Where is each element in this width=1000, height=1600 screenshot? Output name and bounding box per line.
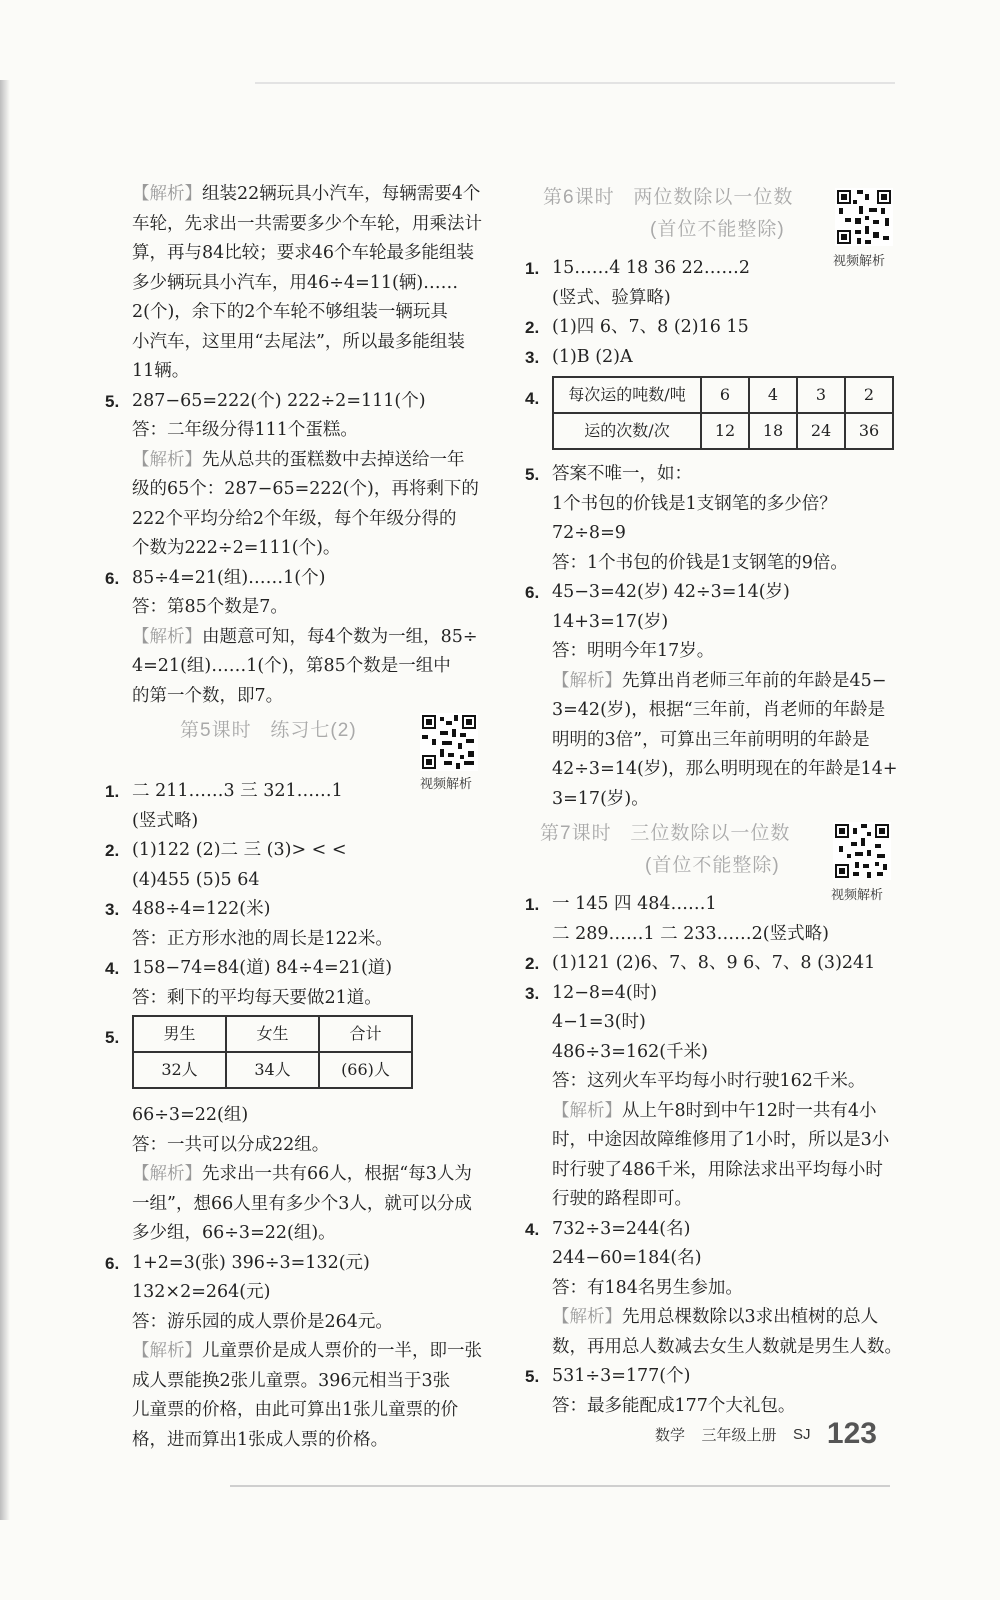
answer-line: 14+3=17(岁) <box>552 611 669 632</box>
analysis-line: 【解析】先算出肖老师三年前的年龄是45− <box>552 670 887 691</box>
answer-table-block <box>525 376 900 460</box>
analysis-line: 行驶的路程即可。 <box>552 1189 692 1209</box>
analysis-line: 的第一个数，即7。 <box>132 685 284 706</box>
question-number: 4. <box>525 389 540 408</box>
answer-line: 2. (1)121 (2)6、7、8、9 6、7、8 (3)241 <box>525 949 900 979</box>
table-cell: 32人 <box>133 1052 226 1088</box>
analysis-line: 小汽车，这里用“去尾法”，所以最多能组装 <box>132 331 465 352</box>
footer-grade: 三年级上册 <box>701 1426 777 1444</box>
students-table <box>132 1015 413 1089</box>
analysis-line: 格，进而算出1张成人票的价格。 <box>132 1429 389 1450</box>
analysis-line: 数，再用总人数减去女生人数就是男生人数。 <box>552 1336 902 1357</box>
answer-line: 3. 488÷4=122(米) <box>105 895 475 925</box>
question-number: 3. <box>105 900 120 919</box>
answer-line: 答：二年级分得111个蛋糕。 <box>132 420 358 440</box>
table-cell: 18 <box>749 413 797 449</box>
analysis-tag: 【解析】 <box>132 1341 202 1361</box>
answer-line: (竖式略) <box>132 810 199 831</box>
video-analysis-caption: 视频解析 <box>833 253 886 268</box>
table-cell: (66)人 <box>319 1052 412 1088</box>
analysis-line: 个数为222÷2=111(个)。 <box>132 538 341 558</box>
analysis-line: 4=21(组)……1(个)，第85个数是一组中 <box>132 656 451 676</box>
question-number: 3. <box>525 983 540 1003</box>
question-number: 1. <box>525 259 540 278</box>
answer-line: 6. 45−3=42(岁) 42÷3=14(岁) <box>525 578 900 608</box>
table-cell: 2 <box>845 377 893 413</box>
analysis-tag: 【解析】 <box>552 1100 622 1121</box>
analysis-line: 多少组，66÷3=22(组)。 <box>132 1223 336 1243</box>
video-analysis-caption: 视频解析 <box>420 776 473 791</box>
analysis-line: 时行驶了486千米，用除法求出平均每小时 <box>552 1159 883 1180</box>
question-number: 2. <box>525 954 540 973</box>
question-number: 6. <box>105 568 120 588</box>
analysis-line: 车轮，先求出一共需要多少个车轮，用乘法计 <box>132 213 482 234</box>
analysis-tag: 【解析】 <box>132 1164 202 1184</box>
analysis-line: 【解析】组装22辆玩具小汽车，每辆需要4个 <box>132 184 481 204</box>
question-number: 4. <box>105 959 120 978</box>
question-number: 3. <box>525 347 540 367</box>
analysis-line: 级的65个：287−65=222(个)，再将剩下的 <box>132 479 479 499</box>
answer-line: 4−1=3(时) <box>552 1012 646 1032</box>
table-header: 每次运的吨数/吨 <box>553 377 701 413</box>
table-cell: 4 <box>749 377 797 413</box>
page-number: 123 <box>826 1417 877 1450</box>
top-rule <box>255 82 895 84</box>
answer-line: 答：1个书包的价钱是1支钢笔的9倍。 <box>552 552 848 573</box>
lesson-7-title: 第7课时 三位数除以一位数 <box>540 823 791 844</box>
analysis-tag: 【解析】 <box>132 449 202 470</box>
answer-line: 6. 1+2=3(张) 396÷3=132(元) <box>105 1249 475 1279</box>
answer-line: 3. 12−8=4(时) <box>525 979 900 1009</box>
table-header: 运的次数/次 <box>553 413 701 449</box>
left-column <box>105 180 482 1455</box>
answer-line: (4)455 (5)5 64 <box>132 869 260 890</box>
answer-line: 答：游乐园的成人票价是264元。 <box>132 1311 393 1332</box>
page-footer <box>655 1417 877 1451</box>
answer-line: 答：有184名男生参加。 <box>552 1277 743 1298</box>
analysis-line: 时，中途因故障维修用了1小时，所以是3小 <box>552 1130 890 1150</box>
answer-line: 3. (1)B (2)A <box>525 343 900 373</box>
analysis-tag: 【解析】 <box>132 626 202 647</box>
answer-line: 答：这列火车平均每小时行驶162千米。 <box>552 1071 866 1091</box>
question-number: 5. <box>105 1028 120 1047</box>
question-number: 6. <box>525 583 540 602</box>
tons-trips-table <box>552 376 894 450</box>
table-header: 女生 <box>226 1016 319 1052</box>
video-analysis-caption: 视频解析 <box>831 887 884 902</box>
answer-line: 6. 85÷4=21(组)……1(个) <box>105 564 475 594</box>
question-number: 5. <box>525 465 540 484</box>
table-cell: 6 <box>701 377 749 413</box>
answer-line: 4. 732÷3=244(名) <box>525 1215 900 1245</box>
answer-line: 答：最多能配成177个大礼包。 <box>552 1395 796 1416</box>
analysis-line: 【解析】由题意可知，每4个数为一组，85÷ <box>132 626 478 647</box>
lesson-6-subtitle: (首位不能整除) <box>650 219 785 240</box>
answer-line: 答：剩下的平均每天要做21道。 <box>132 987 382 1008</box>
table-cell: 36 <box>845 413 893 449</box>
table-cell: 34人 <box>226 1052 319 1088</box>
answer-line: 答：正方形水池的周长是122米。 <box>132 928 393 949</box>
answer-line: 2. (1)四 6、7、8 (2)16 15 <box>525 313 900 343</box>
question-number: 5. <box>525 1367 540 1386</box>
answer-line: (竖式、验算略) <box>552 287 671 308</box>
right-column <box>525 178 900 1421</box>
answer-line: 答：一共可以分成22组。 <box>132 1134 330 1155</box>
analysis-tag: 【解析】 <box>132 184 202 204</box>
question-number: 1. <box>105 782 120 801</box>
question-number: 2. <box>525 318 540 337</box>
analysis-line: 3=17(岁)。 <box>552 788 649 809</box>
analysis-line: 222个平均分给2个年级，每个年级分得的 <box>132 508 457 529</box>
table-cell: 12 <box>701 413 749 449</box>
footer-edition: SJ <box>792 1425 811 1443</box>
answer-line: 66÷3=22(组) <box>132 1105 249 1125</box>
analysis-line: 【解析】先从总共的蛋糕数中去掉送给一年 <box>132 449 465 470</box>
page-binding-shadow <box>0 80 10 1520</box>
table-header: 合计 <box>319 1016 412 1052</box>
analysis-line: 明明的3倍”，可算出三年前明明的年龄是 <box>552 729 870 750</box>
analysis-line: 42÷3=14(岁)，那么明明现在的年龄是14+ <box>552 759 898 779</box>
question-number: 2. <box>105 841 120 860</box>
answer-table-block <box>105 1015 475 1101</box>
footer-subject: 数学 <box>655 1426 686 1444</box>
answer-line: 5. 531÷3=177(个) <box>525 1362 900 1392</box>
table-cell: 3 <box>797 377 845 413</box>
question-number: 4. <box>525 1219 540 1239</box>
table-header: 男生 <box>133 1016 226 1052</box>
answer-line: 5. 答案不唯一，如： <box>525 460 900 490</box>
table-cell: 24 <box>797 413 845 449</box>
answer-line: 4. 158−74=84(道) 84÷4=21(道) <box>105 954 475 984</box>
qr-code-icon[interactable] <box>833 822 891 880</box>
answer-line: 486÷3=162(千米) <box>552 1041 708 1062</box>
answer-line: 132×2=264(元) <box>132 1282 271 1302</box>
qr-code-icon[interactable] <box>420 713 478 771</box>
answer-line: 答：明明今年17岁。 <box>552 641 715 661</box>
analysis-line: 一组”，想66人里有多少个3人，就可以分成 <box>132 1193 472 1214</box>
analysis-line: 多少辆玩具小汽车，用46÷4=11(辆)…… <box>132 272 459 293</box>
analysis-line: 2(个)，余下的2个车轮不够组装一辆玩具 <box>132 302 448 322</box>
analysis-tag: 【解析】 <box>552 1307 622 1327</box>
answer-line: 1. 一 145 四 484……1 <box>525 890 900 920</box>
lesson-7-header <box>525 814 900 902</box>
answer-line: 答：第85个数是7。 <box>132 597 288 617</box>
question-number: 6. <box>105 1253 120 1273</box>
analysis-tag: 【解析】 <box>552 670 622 691</box>
bottom-rule <box>230 1485 890 1487</box>
analysis-line: 【解析】先用总棵数除以3求出植树的总人 <box>552 1307 879 1327</box>
analysis-line: 【解析】先求出一共有66人，根据“每3人为 <box>132 1164 472 1184</box>
lesson-6-title: 第6课时 两位数除以一位数 <box>543 187 794 208</box>
analysis-line: 3=42(岁)，根据“三年前，肖老师的年龄是 <box>552 700 886 720</box>
lesson-5-title: 第5课时 练习七(2) <box>180 720 357 741</box>
answer-line: 5. 287−65=222(个) 222÷2=111(个) <box>105 387 475 417</box>
answer-line: 72÷8=9 <box>552 523 626 543</box>
answer-line: 二 289……1 二 233……2(竖式略) <box>552 923 829 944</box>
analysis-line: 成人票能换2张儿童票。396元相当于3张 <box>132 1370 451 1391</box>
question-number: 5. <box>105 391 120 411</box>
answer-line: 1个书包的价钱是1支钢笔的多少倍？ <box>552 493 837 514</box>
answer-line: 244−60=184(名) <box>552 1248 702 1268</box>
lesson-7-subtitle: (首位不能整除) <box>645 855 780 876</box>
answer-line: 1. 15……4 18 36 22……2 <box>525 254 900 284</box>
analysis-line: 11辆。 <box>132 361 190 381</box>
analysis-line: 儿童票的价格，由此可算出1张儿童票的价 <box>132 1400 459 1420</box>
answer-line: 1. 二 211……3 三 321……1 <box>105 777 475 807</box>
analysis-line: 算，再与84比较；要求46个车轮最多能组装 <box>132 243 475 263</box>
answer-line: 2. (1)122 (2)二 三 (3)> < < <box>105 836 475 866</box>
qr-code-icon[interactable] <box>835 188 893 246</box>
analysis-line: 【解析】从上午8时到中午12时一共有4小 <box>552 1100 877 1121</box>
question-number: 1. <box>525 895 540 914</box>
analysis-line: 【解析】儿童票价是成人票价的一半，即一张 <box>132 1341 482 1361</box>
